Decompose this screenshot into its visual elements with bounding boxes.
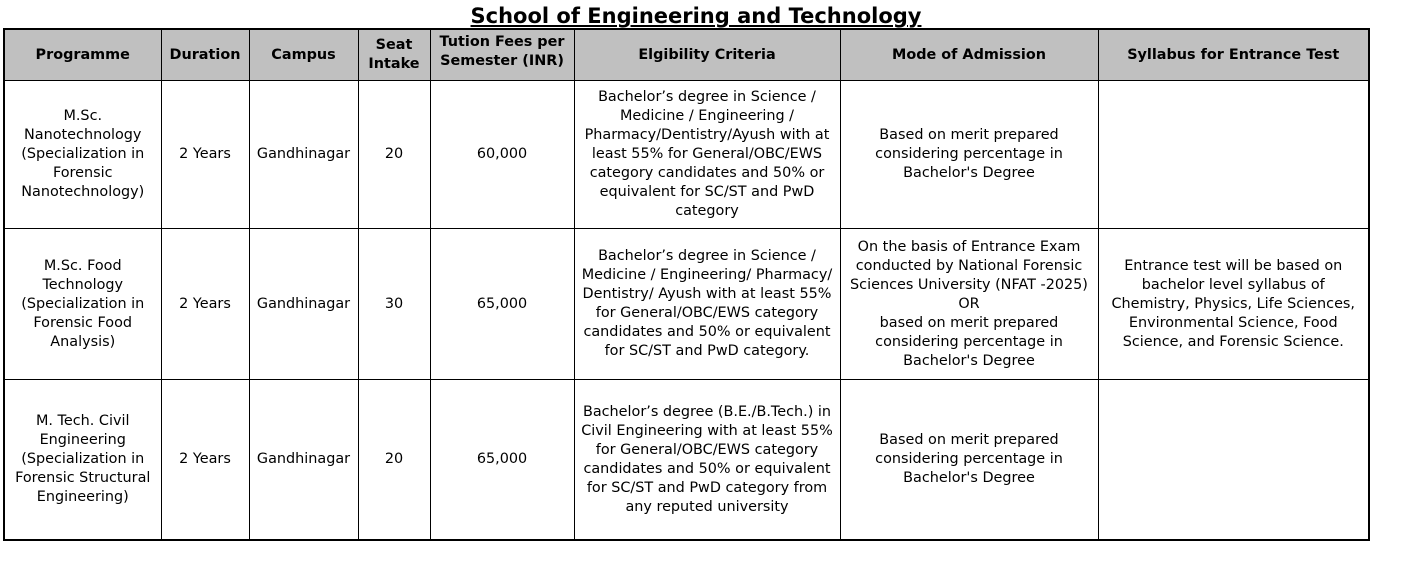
cell-campus: Gandhinagar — [249, 229, 358, 380]
cell-mode: Based on merit prepared considering percentage in Bachelor's Degree — [840, 380, 1098, 541]
header-programme: Programme — [4, 29, 161, 81]
cell-seat-intake: 20 — [358, 380, 430, 541]
programme-table — [3, 28, 1370, 541]
mode-entrance-text: On the basis of Entrance Exam conducted by National Forensic Sciences University (NFAT -2025) — [850, 238, 1088, 293]
header-campus: Campus — [249, 29, 358, 81]
mode-or-text: OR — [958, 295, 980, 312]
cell-tuition-fees: 65,000 — [430, 380, 574, 541]
table-row — [4, 229, 1369, 380]
header-seat-intake: Seat Intake — [358, 29, 430, 81]
cell-programme: M.Sc. Food Technology (Specialization in Forensic Food Analysis) — [4, 229, 161, 380]
mode-merit-text: based on merit prepared considering percentage in Bachelor's Degree — [875, 314, 1063, 369]
cell-syllabus — [1098, 81, 1369, 229]
cell-eligibility: Bachelor’s degree (B.E./B.Tech.) in Civil Engineering with at least 55% for General/OBC/EWS category candidates and 50% or equivalent for SC/ST and PwD category from any reputed university — [574, 380, 840, 541]
table-row — [4, 81, 1369, 229]
page-title: School of Engineering and Technology — [470, 4, 922, 28]
header-tuition-fees-label: Tution Fees per Semester (INR) — [439, 34, 565, 69]
header-syllabus: Syllabus for Entrance Test — [1098, 29, 1369, 81]
cell-programme: M. Tech. Civil Engineering (Specialization in Forensic Structural Engineering) — [4, 380, 161, 541]
cell-mode — [840, 229, 1098, 380]
cell-seat-intake: 30 — [358, 229, 430, 380]
cell-eligibility: Bachelor’s degree in Science / Medicine / Engineering/ Pharmacy/ Dentistry/ Ayush with at least 55% for General/OBC/EWS category candidates and 50% or equivalent for SC/ST and PwD category. — [574, 229, 840, 380]
cell-tuition-fees: 65,000 — [430, 229, 574, 380]
header-row — [4, 29, 1369, 81]
cell-eligibility: Bachelor’s degree in Science / Medicine / Engineering / Pharmacy/Dentistry/Ayush with at least 55% for General/OBC/EWS category candidates and 50% or equivalent for SC/ST and PwD category — [574, 81, 840, 229]
table-row — [4, 380, 1369, 541]
cell-tuition-fees: 60,000 — [430, 81, 574, 229]
cell-mode: Based on merit prepared considering percentage in Bachelor's Degree — [840, 81, 1098, 229]
cell-duration: 2 Years — [161, 81, 249, 229]
cell-duration: 2 Years — [161, 229, 249, 380]
cell-syllabus — [1098, 380, 1369, 541]
header-tuition-fees — [430, 29, 574, 81]
header-duration: Duration — [161, 29, 249, 81]
cell-campus: Gandhinagar — [249, 380, 358, 541]
header-eligibility: Elgibility Criteria — [574, 29, 840, 81]
cell-duration: 2 Years — [161, 380, 249, 541]
cell-syllabus: Entrance test will be based on bachelor level syllabus of Chemistry, Physics, Life Sciences, Environmental Science, Food Science, and Forensic Science. — [1098, 229, 1369, 380]
cell-seat-intake: 20 — [358, 81, 430, 229]
cell-campus: Gandhinagar — [249, 81, 358, 229]
cell-programme: M.Sc. Nanotechnology (Specialization in Forensic Nanotechnology) — [4, 81, 161, 229]
header-mode: Mode of Admission — [840, 29, 1098, 81]
